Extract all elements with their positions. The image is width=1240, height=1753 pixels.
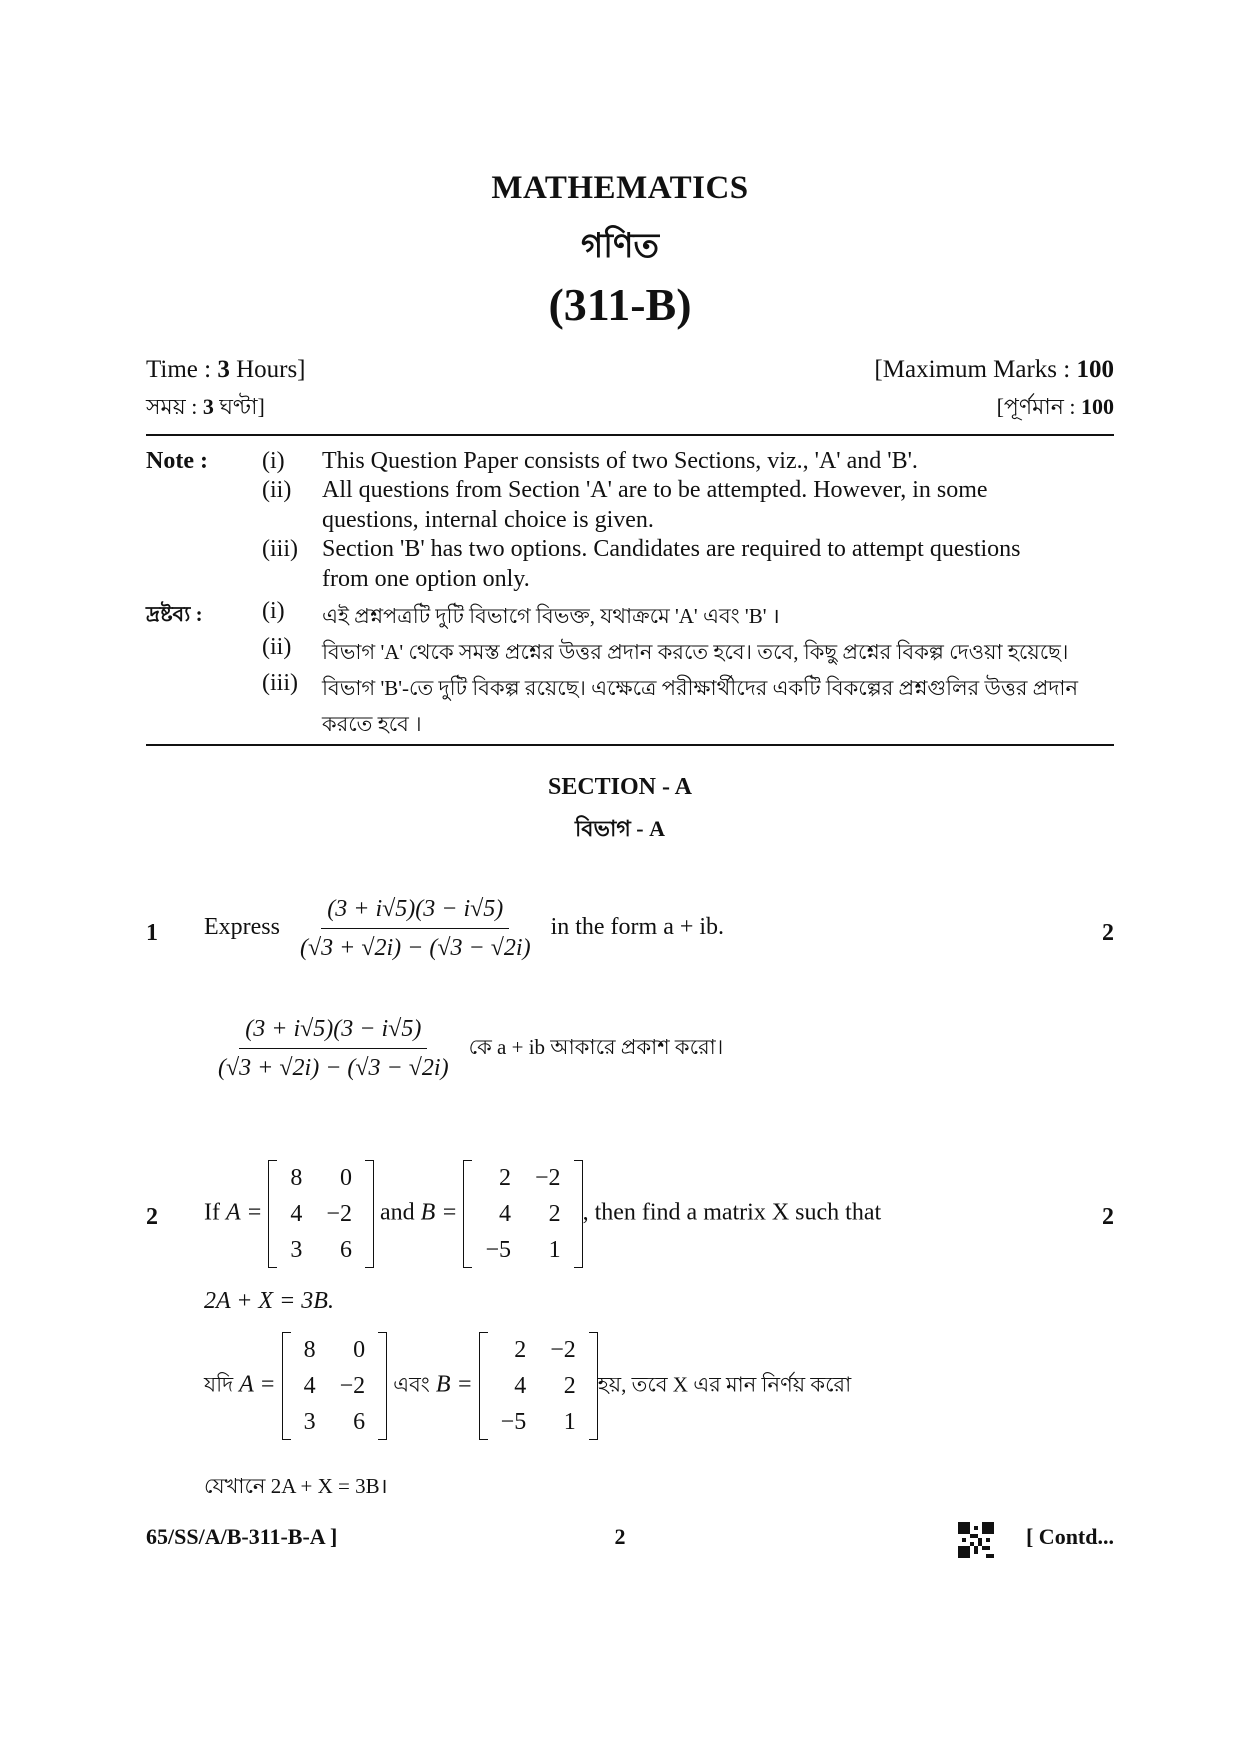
question-2-number: 2 [146, 1204, 158, 1230]
matrix-cell: −5 [500, 1409, 527, 1435]
note-bn-text-2: বিভাগ 'A' থেকে সমস্ত প্রশ্নের উত্তর প্রদান করতে হবে। তবে, কিছু প্রশ্নের বিকল্প দেওয়া হয়েছে। [322, 640, 1069, 664]
matrix-cell: 8 [290, 1165, 303, 1191]
matrix-row [278, 1232, 364, 1268]
note-num-3: (iii) [262, 536, 298, 562]
matrix-cell: 4 [303, 1373, 316, 1399]
note-bn-num-2: (ii) [262, 634, 292, 660]
note-label-bn: দ্রষ্টব্য : [146, 602, 203, 626]
time-line-bn: সময় : 3 ঘণ্টা] [146, 394, 265, 419]
question-2-marks: 2 [1102, 1204, 1114, 1230]
matrix-cell: 0 [339, 1165, 352, 1191]
matrix-cell: 3 [290, 1237, 303, 1263]
marks-line: [Maximum Marks : 100 [874, 356, 1114, 383]
matrix-row [278, 1160, 364, 1196]
note-num-1: (i) [262, 448, 285, 474]
q1-denominator: (√3 + √2i) − (√3 − √2i) [299, 935, 531, 961]
section-title-bn: বিভাগ - A [575, 816, 665, 841]
matrix-row [489, 1404, 588, 1440]
matrix-row [473, 1160, 572, 1196]
subject-title-bn: গণিত [580, 228, 660, 265]
note-bn-text-3b: করতে হবে । [322, 712, 422, 736]
note-bn-num-3: (iii) [262, 670, 298, 696]
q1-numerator: (3 + i√5)(3 − i√5) [321, 894, 509, 929]
matrix-cell: 2 [499, 1165, 512, 1191]
note-text-3b: from one option only. [322, 566, 530, 592]
matrix-cell: 1 [548, 1237, 561, 1263]
matrix-cell: 2 [514, 1337, 527, 1363]
top-divider [146, 434, 1114, 436]
note-num-2: (ii) [262, 477, 292, 503]
matrix-row [473, 1196, 572, 1232]
note-text-2b: questions, internal choice is given. [322, 507, 654, 533]
question-2-text-bn: যদি A = 8 0 4 −2 3 6 এবং B = 2 −2 4 2 −5 1 হয়, তবে X এর মান নির্ণয় করো [204, 1332, 851, 1440]
note-text-1: This Question Paper consists of two Sections, viz., 'A' and 'B'. [322, 448, 918, 474]
note-bn-text-1: এই প্রশ্নপত্রটি দুটি বিভাগে বিভক্ত, যথাক্রমে 'A' এবং 'B' । [322, 604, 780, 628]
matrix-cell: −2 [326, 1201, 352, 1227]
q1-fraction-bn [212, 1014, 455, 1083]
question-2-text: If A = 8 0 4 −2 3 6 and B = 2 −2 4 2 −5 1 , then find a matrix X such that [204, 1160, 881, 1268]
matrix-cell: 2 [563, 1373, 576, 1399]
matrix-cell: 4 [514, 1373, 527, 1399]
section-title: SECTION - A [547, 774, 693, 800]
note-text-2a: All questions from Section 'A' are to be attempted. However, in some [322, 477, 988, 503]
matrix-cell: 6 [353, 1409, 366, 1435]
matrix-cell: 4 [499, 1201, 512, 1227]
matrix-cell: 3 [303, 1409, 316, 1435]
matrix-row [292, 1332, 378, 1368]
matrix-b-bn [479, 1332, 598, 1440]
matrix-row [489, 1332, 588, 1368]
matrix-row [473, 1232, 572, 1268]
matrix-cell: −2 [550, 1337, 576, 1363]
marks-line-bn: [পূর্ণমান : 100 [996, 394, 1114, 419]
question-2-equation-bn: যেখানে 2A + X = 3B। [204, 1474, 388, 1498]
question-1-number: 1 [146, 920, 158, 946]
qr-code-icon [958, 1522, 994, 1558]
matrix-row [292, 1368, 378, 1404]
matrix-cell: −2 [535, 1165, 561, 1191]
matrix-cell: 4 [290, 1201, 303, 1227]
question-1-text: Express $\frac{(3 + i√5)(3 - i√5)}{(√3 + √2i) - (√3 - √2i)}$ in the form a + ib. [204, 896, 725, 961]
note-bn-text-3a: বিভাগ 'B'-তে দুটি বিকল্প রয়েছে। এক্ষেত্রে পরীক্ষার্থীদের একটি বিকল্পের প্রশ্নগুলির উত্তর প্রদান [322, 676, 1078, 700]
subject-title: MATHEMATICS [491, 170, 749, 206]
matrix-cell: 2 [548, 1201, 561, 1227]
paper-code: 65/SS/A/B-311-B-A ] [146, 1524, 338, 1549]
matrix-row [489, 1368, 588, 1404]
question-1-text-bn: $\frac{(3 + i√5)(3 - i√5)}{(√3 + √2i) - (√3 - √2i)}$ কে a + ib আকারে প্রকাশ করো। [204, 1014, 723, 1083]
notes-divider [146, 744, 1114, 746]
subject-code: (311-B) [548, 279, 692, 330]
q1-numerator-bn: (3 + i√5)(3 − i√5) [239, 1014, 427, 1049]
note-label: Note : [146, 448, 208, 474]
page-number: 2 [614, 1524, 626, 1549]
note-bn-num-1: (i) [262, 598, 285, 624]
q1-fraction [294, 894, 537, 963]
time-line: Time : 3 Hours] [146, 356, 306, 383]
matrix-cell: 0 [353, 1337, 366, 1363]
matrix-cell: 6 [339, 1237, 352, 1263]
matrix-cell: −5 [485, 1237, 512, 1263]
matrix-b [463, 1160, 582, 1268]
question-1-marks: 2 [1102, 920, 1114, 946]
matrix-a [268, 1160, 374, 1268]
q1-denominator-bn: (√3 + √2i) − (√3 − √2i) [218, 1055, 449, 1081]
note-text-3a: Section 'B' has two options. Candidates are required to attempt questions [322, 536, 1021, 562]
matrix-row [278, 1196, 364, 1232]
question-2-equation: 2A + X = 3B. [204, 1288, 334, 1314]
matrix-cell: 8 [303, 1337, 316, 1363]
matrix-cell: 1 [563, 1409, 576, 1435]
matrix-a-bn [282, 1332, 388, 1440]
contd-label: [ Contd... [1025, 1524, 1114, 1549]
matrix-row [292, 1404, 378, 1440]
matrix-cell: −2 [339, 1373, 366, 1399]
